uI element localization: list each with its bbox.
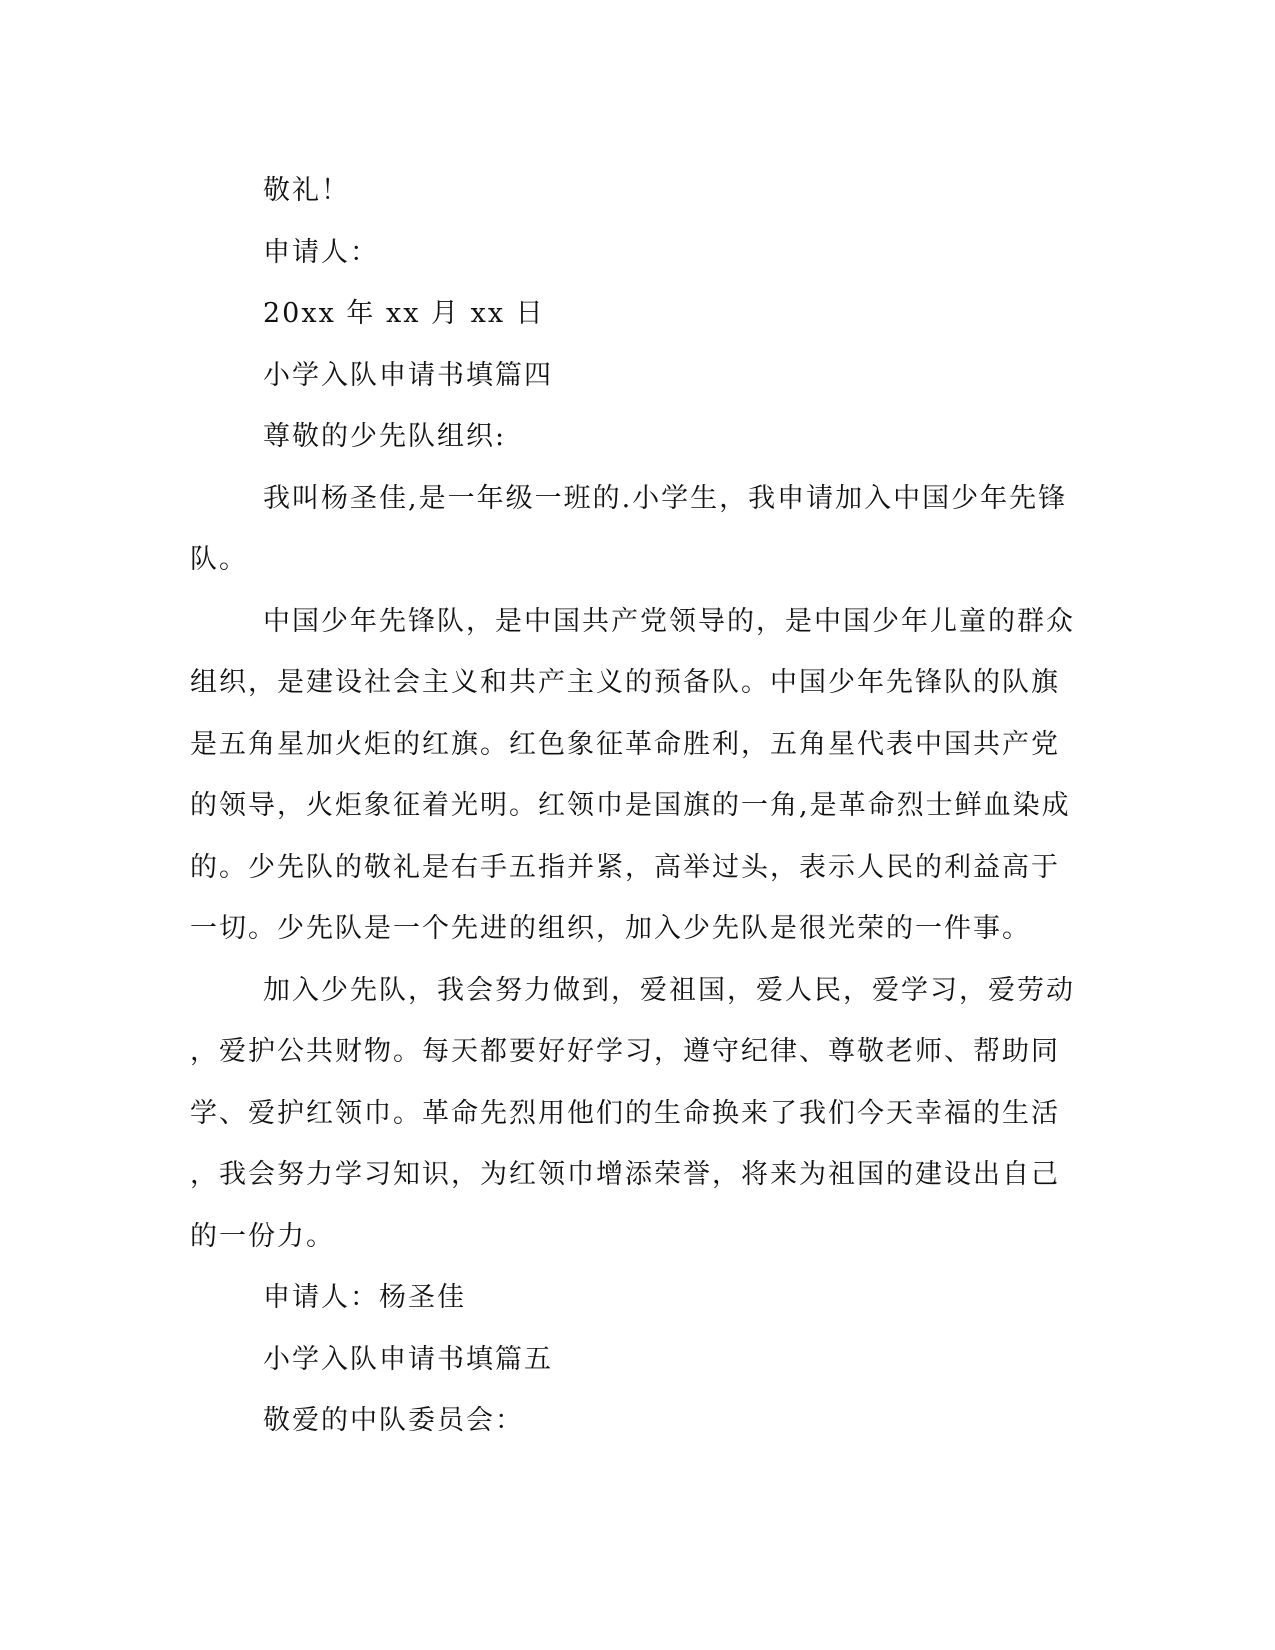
paragraph-line: 我叫杨圣佳,是一年级一班的.小学生，我申请加入中国少年先锋 — [263, 482, 1068, 514]
applicant-label: 申请人： — [263, 236, 379, 268]
paragraph-line: ，我会努力学习知识，为红领巾增添荣誉，将来为祖国的建设出自己 — [190, 1159, 1060, 1190]
paragraph-line: 的领导，火炬象征着光明。红领巾是国旗的一角,是革命烈士鲜血染成 — [190, 790, 1071, 821]
paragraph-line: ，爱护公共财物。每天都要好好学习，遵守纪律、尊敬老师、帮助同 — [190, 1036, 1060, 1067]
paragraph-line: 学、爱护红领巾。革命先烈用他们的生命换来了我们今天幸福的生活 — [190, 1097, 1060, 1129]
section-title-four: 小学入队申请书填篇四 — [263, 359, 553, 391]
paragraph-line: 是五角星加火炬的红旗。红色象征革命胜利，五角星代表中国共产党 — [190, 728, 1060, 760]
paragraph-about-pioneers — [190, 591, 1085, 960]
salutation-closing: 敬礼！ — [263, 175, 350, 206]
date-line: 20xx 年 xx 月 xx 日 — [263, 298, 545, 329]
paragraph-intro — [190, 468, 1085, 591]
applicant-signature: 申请人：杨圣佳 — [263, 1282, 466, 1313]
greeting-line: 尊敬的少先队组织: — [263, 421, 507, 452]
greeting-line-five: 敬爱的中队委员会： — [263, 1405, 524, 1436]
paragraph-commitment — [190, 960, 1085, 1268]
paragraph-line: 的。少先队的敬礼是右手五指并紧，高举过头，表示人民的利益高于 — [190, 851, 1060, 883]
paragraph-line: 一切。少先队是一个先进的组织，加入少先队是很光荣的一件事。 — [190, 913, 1031, 944]
paragraph-line: 中国少年先锋队，是中国共产党领导的，是中国少年儿童的群众 — [263, 605, 1075, 637]
paragraph-line: 加入少先队，我会努力做到，爱祖国，爱人民，爱学习，爱劳动 — [263, 974, 1075, 1006]
paragraph-line: 组织，是建设社会主义和共产主义的预备队。中国少年先锋队的队旗 — [190, 667, 1060, 698]
paragraph-line: 的一份力。 — [190, 1220, 335, 1252]
paragraph-line: 队。 — [190, 544, 248, 575]
section-title-five: 小学入队申请书填篇五 — [263, 1343, 553, 1375]
document-body — [190, 160, 1085, 1452]
